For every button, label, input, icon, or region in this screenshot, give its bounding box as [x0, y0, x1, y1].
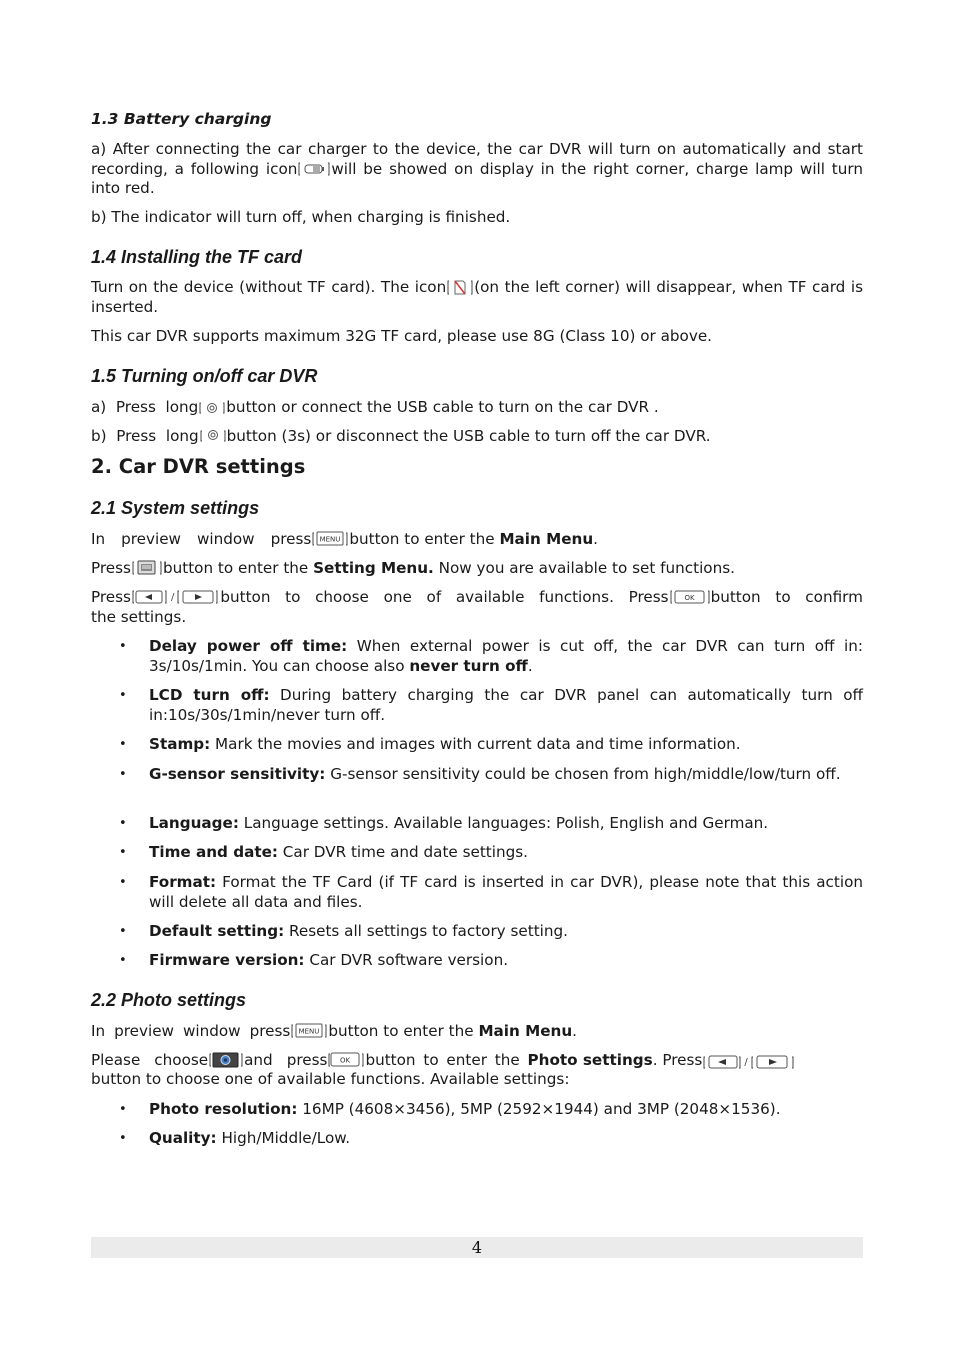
left-arrow-button-icon: [132, 589, 168, 606]
ok-key-label: OK: [684, 594, 695, 603]
s21-line-3-continued: the settings.: [91, 608, 187, 626]
section-2-1-heading: 2.1 System settings: [91, 498, 260, 518]
section-2-2-heading: 2.2 Photo settings: [91, 990, 247, 1010]
s22-line-2-continued: button to choose one of available functions. Available settings:: [91, 1070, 570, 1088]
page-number: 4: [471, 1238, 483, 1257]
section-1-4-heading: 1.4 Installing the TF card: [91, 247, 303, 267]
power-button-icon: [200, 430, 226, 444]
ok-key-label: OK: [340, 1056, 351, 1065]
s22-line-2: Please choose and press OK button to enter the Photo settings. Press /: [91, 1051, 863, 1073]
s21-line-3: Press / button to choose one of available functions. Press OK button to confirm: [91, 588, 863, 606]
page-footer: [91, 1237, 863, 1258]
list-item: • Language: Language settings. Available languages: Polish, English and German.: [119, 814, 769, 832]
list-item: • Default setting: Resets all settings to factory setting.: [119, 922, 568, 940]
list-item: • Photo resolution: 16MP (4608×3456), 5MP (2592×1944) and 3MP (2048×1536).: [119, 1100, 781, 1118]
s22-line-1: In preview window press MENU button to enter the Main Menu.: [91, 1022, 577, 1040]
menu-key-label: MENU: [319, 535, 341, 544]
no-sd-card-icon: [447, 279, 473, 296]
battery-icon: [298, 161, 330, 177]
list-item: • Quality: High/Middle/Low.: [119, 1129, 351, 1147]
ok-button-icon: [328, 1052, 364, 1069]
right-arrow-button-icon: [751, 1052, 795, 1069]
s21-line-1: In preview window press MENU button to enter the Main Menu.: [91, 530, 598, 548]
right-arrow-button-icon: [177, 589, 219, 606]
ok-button-icon: [670, 589, 710, 606]
s13-paragraph-b: b) The indicator will turn off, when charging is finished.: [91, 208, 511, 226]
menu-key-label: MENU: [298, 1027, 320, 1036]
s13-paragraph-a: a) After connecting the car charger to the device, the car DVR will turn on automatically and start recording, a following icon will be showed on display in the right corner, charge lamp will turn into red.: [91, 140, 863, 197]
list-item: • Time and date: Car DVR time and date settings.: [119, 843, 528, 861]
list-item: • G-sensor sensitivity: G-sensor sensitivity could be chosen from high/middle/low/turn off.: [119, 765, 841, 783]
separator-slash: /: [744, 1057, 748, 1068]
list-item: • Stamp: Mark the movies and images with current data and time information.: [119, 735, 741, 753]
s15-line-a: a) Press long button or connect the USB cable to turn on the car DVR .: [91, 398, 659, 416]
list-item: • Delay power off time: When external power is cut off, the car DVR can turn off in: 3s/10s/1min. You can choose also never turn off.: [119, 637, 863, 675]
separator-slash: /: [170, 592, 175, 603]
menu-button-icon: [291, 1023, 327, 1040]
list-item: • LCD turn off: During battery charging the car DVR panel can automatically turn off in:10s/30s/1min/never turn off.: [119, 686, 863, 724]
s21-line-2: Press button to enter the Setting Menu. Now you are available to set functions.: [91, 559, 735, 577]
power-button-icon: [199, 401, 225, 415]
section-2-heading: 2. Car DVR settings: [91, 455, 306, 478]
section-1-5-heading: 1.5 Turning on/off car DVR: [91, 366, 318, 386]
menu-button-icon: [312, 531, 348, 548]
s14-paragraph-2: This car DVR supports maximum 32G TF card, please use 8G (Class 10) or above.: [91, 327, 712, 345]
s14-paragraph-1: Turn on the device (without TF card). The icon (on the left corner) will disappear, when TF card is inserted.: [91, 278, 863, 316]
section-1-3-heading: 1.3 Battery charging: [91, 110, 272, 128]
list-item: • Format: Format the TF Card (if TF card is inserted in car DVR), please note that this action will delete all data and files.: [119, 873, 863, 911]
s15-line-b: b) Press long button (3s) or disconnect the USB cable to turn off the car DVR.: [91, 427, 711, 445]
settings-menu-icon: [132, 560, 162, 577]
camera-mode-icon: [209, 1052, 243, 1069]
list-item: • Firmware version: Car DVR software version.: [119, 951, 509, 969]
left-arrow-button-icon: [703, 1052, 741, 1069]
